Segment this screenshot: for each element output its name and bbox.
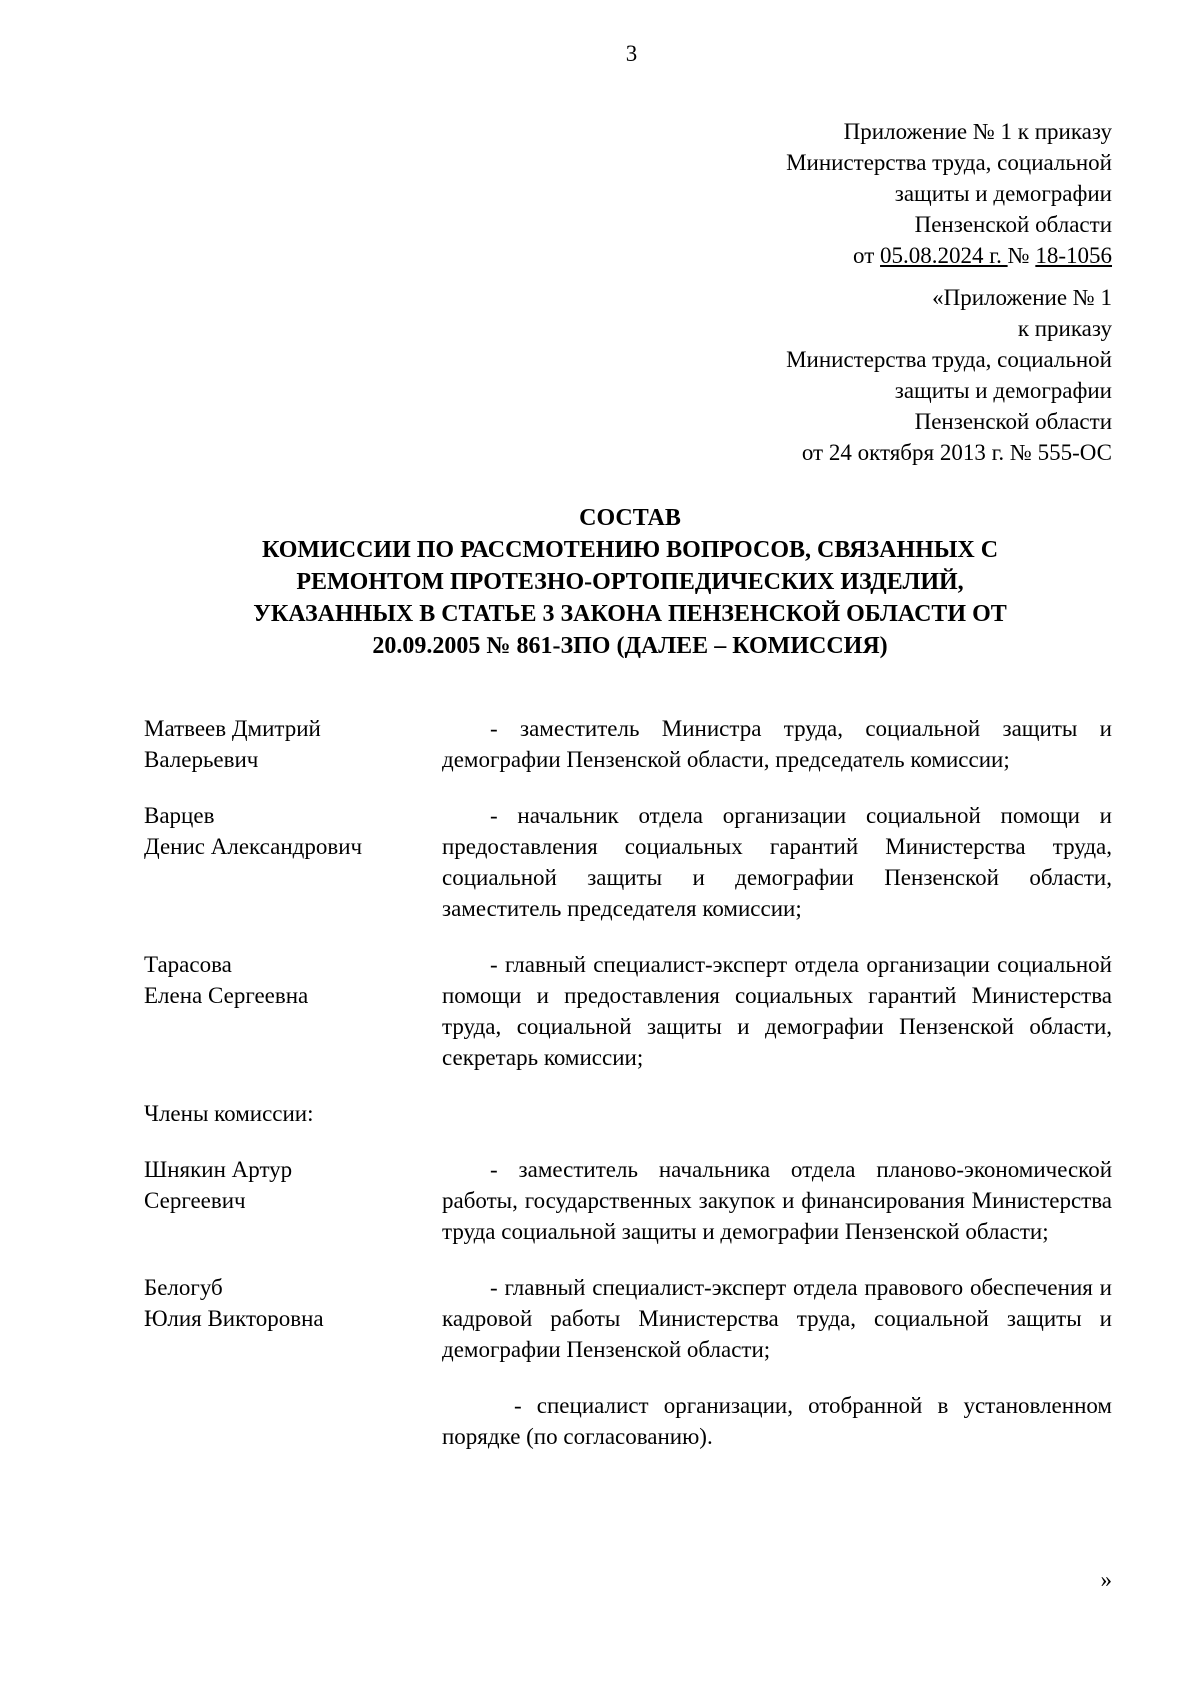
appendix-line: Министерства труда, социальной [786, 150, 1112, 175]
appendix-line: защиты и демографии [894, 181, 1112, 206]
member-name: Шнякин Артур Сергеевич [144, 1157, 293, 1213]
title-line: 20.09.2005 № 861-ЗПО (ДАЛЕЕ – КОМИССИЯ) [372, 633, 888, 659]
closing-quote: » [1100, 1567, 1112, 1592]
date-prefix: от [853, 243, 881, 268]
document-title [150, 502, 1110, 662]
order-date: 05.08.2024 г. [880, 243, 1008, 268]
appendix-line: Пензенской области [914, 212, 1112, 237]
title-line: КОМИССИИ ПО РАССМОТЕНИЮ ВОПРОСОВ, СВЯЗАННЫХ С [261, 537, 999, 563]
member-entry [144, 1390, 1112, 1452]
member-role: - специалист организации, отобранной в установленном порядке (по согласованию). [442, 1393, 1112, 1449]
member-entry [144, 949, 1112, 1073]
member-name: Тарасова Елена Сергеевна [144, 952, 309, 1008]
title-line: РЕМОНТОМ ПРОТЕЗНО-ОРТОПЕДИЧЕСКИХ ИЗДЕЛИЙ, [296, 569, 964, 595]
members-heading: Члены комиссии: [144, 1101, 314, 1126]
appendix-line: защиты и демографии [894, 378, 1112, 403]
title-line: УКАЗАННЫХ В СТАТЬЕ 3 ЗАКОНА ПЕНЗЕНСКОЙ ОБЛАСТИ ОТ [253, 601, 1007, 627]
member-role: - начальник отдела организации социальной помощи и предоставления социальных гарантий Министерства труда, социальной защиты и демографии Пензенской области, заместитель председателя комиссии; [442, 803, 1112, 921]
appendix-line: Пензенской области [914, 409, 1112, 434]
member-name: Матвеев Дмитрий Валерьевич [144, 716, 321, 772]
appendix-line: от 24 октября 2013 г. № 555-ОС [801, 440, 1112, 465]
member-role: - главный специалист-эксперт отдела организации социальной помощи и предоставления социальных гарантий Министерства труда, социальной защиты и демографии Пензенской области, секретарь комиссии; [442, 952, 1112, 1070]
appendix-original-order [786, 282, 1112, 468]
appendix-line: Приложение № 1 к приказу [843, 119, 1112, 144]
member-name: Варцев Денис Александрович [144, 803, 363, 859]
appendix-date-line [786, 240, 1112, 271]
appendix-line: «Приложение № 1 [932, 285, 1112, 310]
appendix-line: Министерства труда, социальной [786, 347, 1112, 372]
order-number: 18-1056 [1035, 243, 1112, 268]
page-number: 3 [625, 41, 638, 66]
member-role: - заместитель Министра труда, социальной защиты и демографии Пензенской области, председатель комиссии; [442, 716, 1112, 772]
member-entry [144, 1154, 1112, 1247]
member-role: - главный специалист-эксперт отдела правового обеспечения и кадровой работы Министерства труда, социальной защиты и демографии Пензенской области; [442, 1275, 1112, 1362]
title-line: СОСТАВ [579, 505, 681, 531]
appendix-line: к приказу [1017, 316, 1112, 341]
member-entry [144, 800, 1112, 924]
member-name [144, 1390, 442, 1452]
member-name: Белогуб Юлия Викторовна [144, 1275, 324, 1331]
appendix-current-order [786, 116, 1112, 271]
number-prefix: № [1007, 243, 1036, 268]
member-entry [144, 1272, 1112, 1365]
commission-composition [144, 713, 1112, 1477]
member-role: - заместитель начальника отдела планово-экономической работы, государственных закупок и финансирования Министерства труда социальной защиты и демографии Пензенской области; [442, 1157, 1112, 1244]
member-entry [144, 713, 1112, 775]
